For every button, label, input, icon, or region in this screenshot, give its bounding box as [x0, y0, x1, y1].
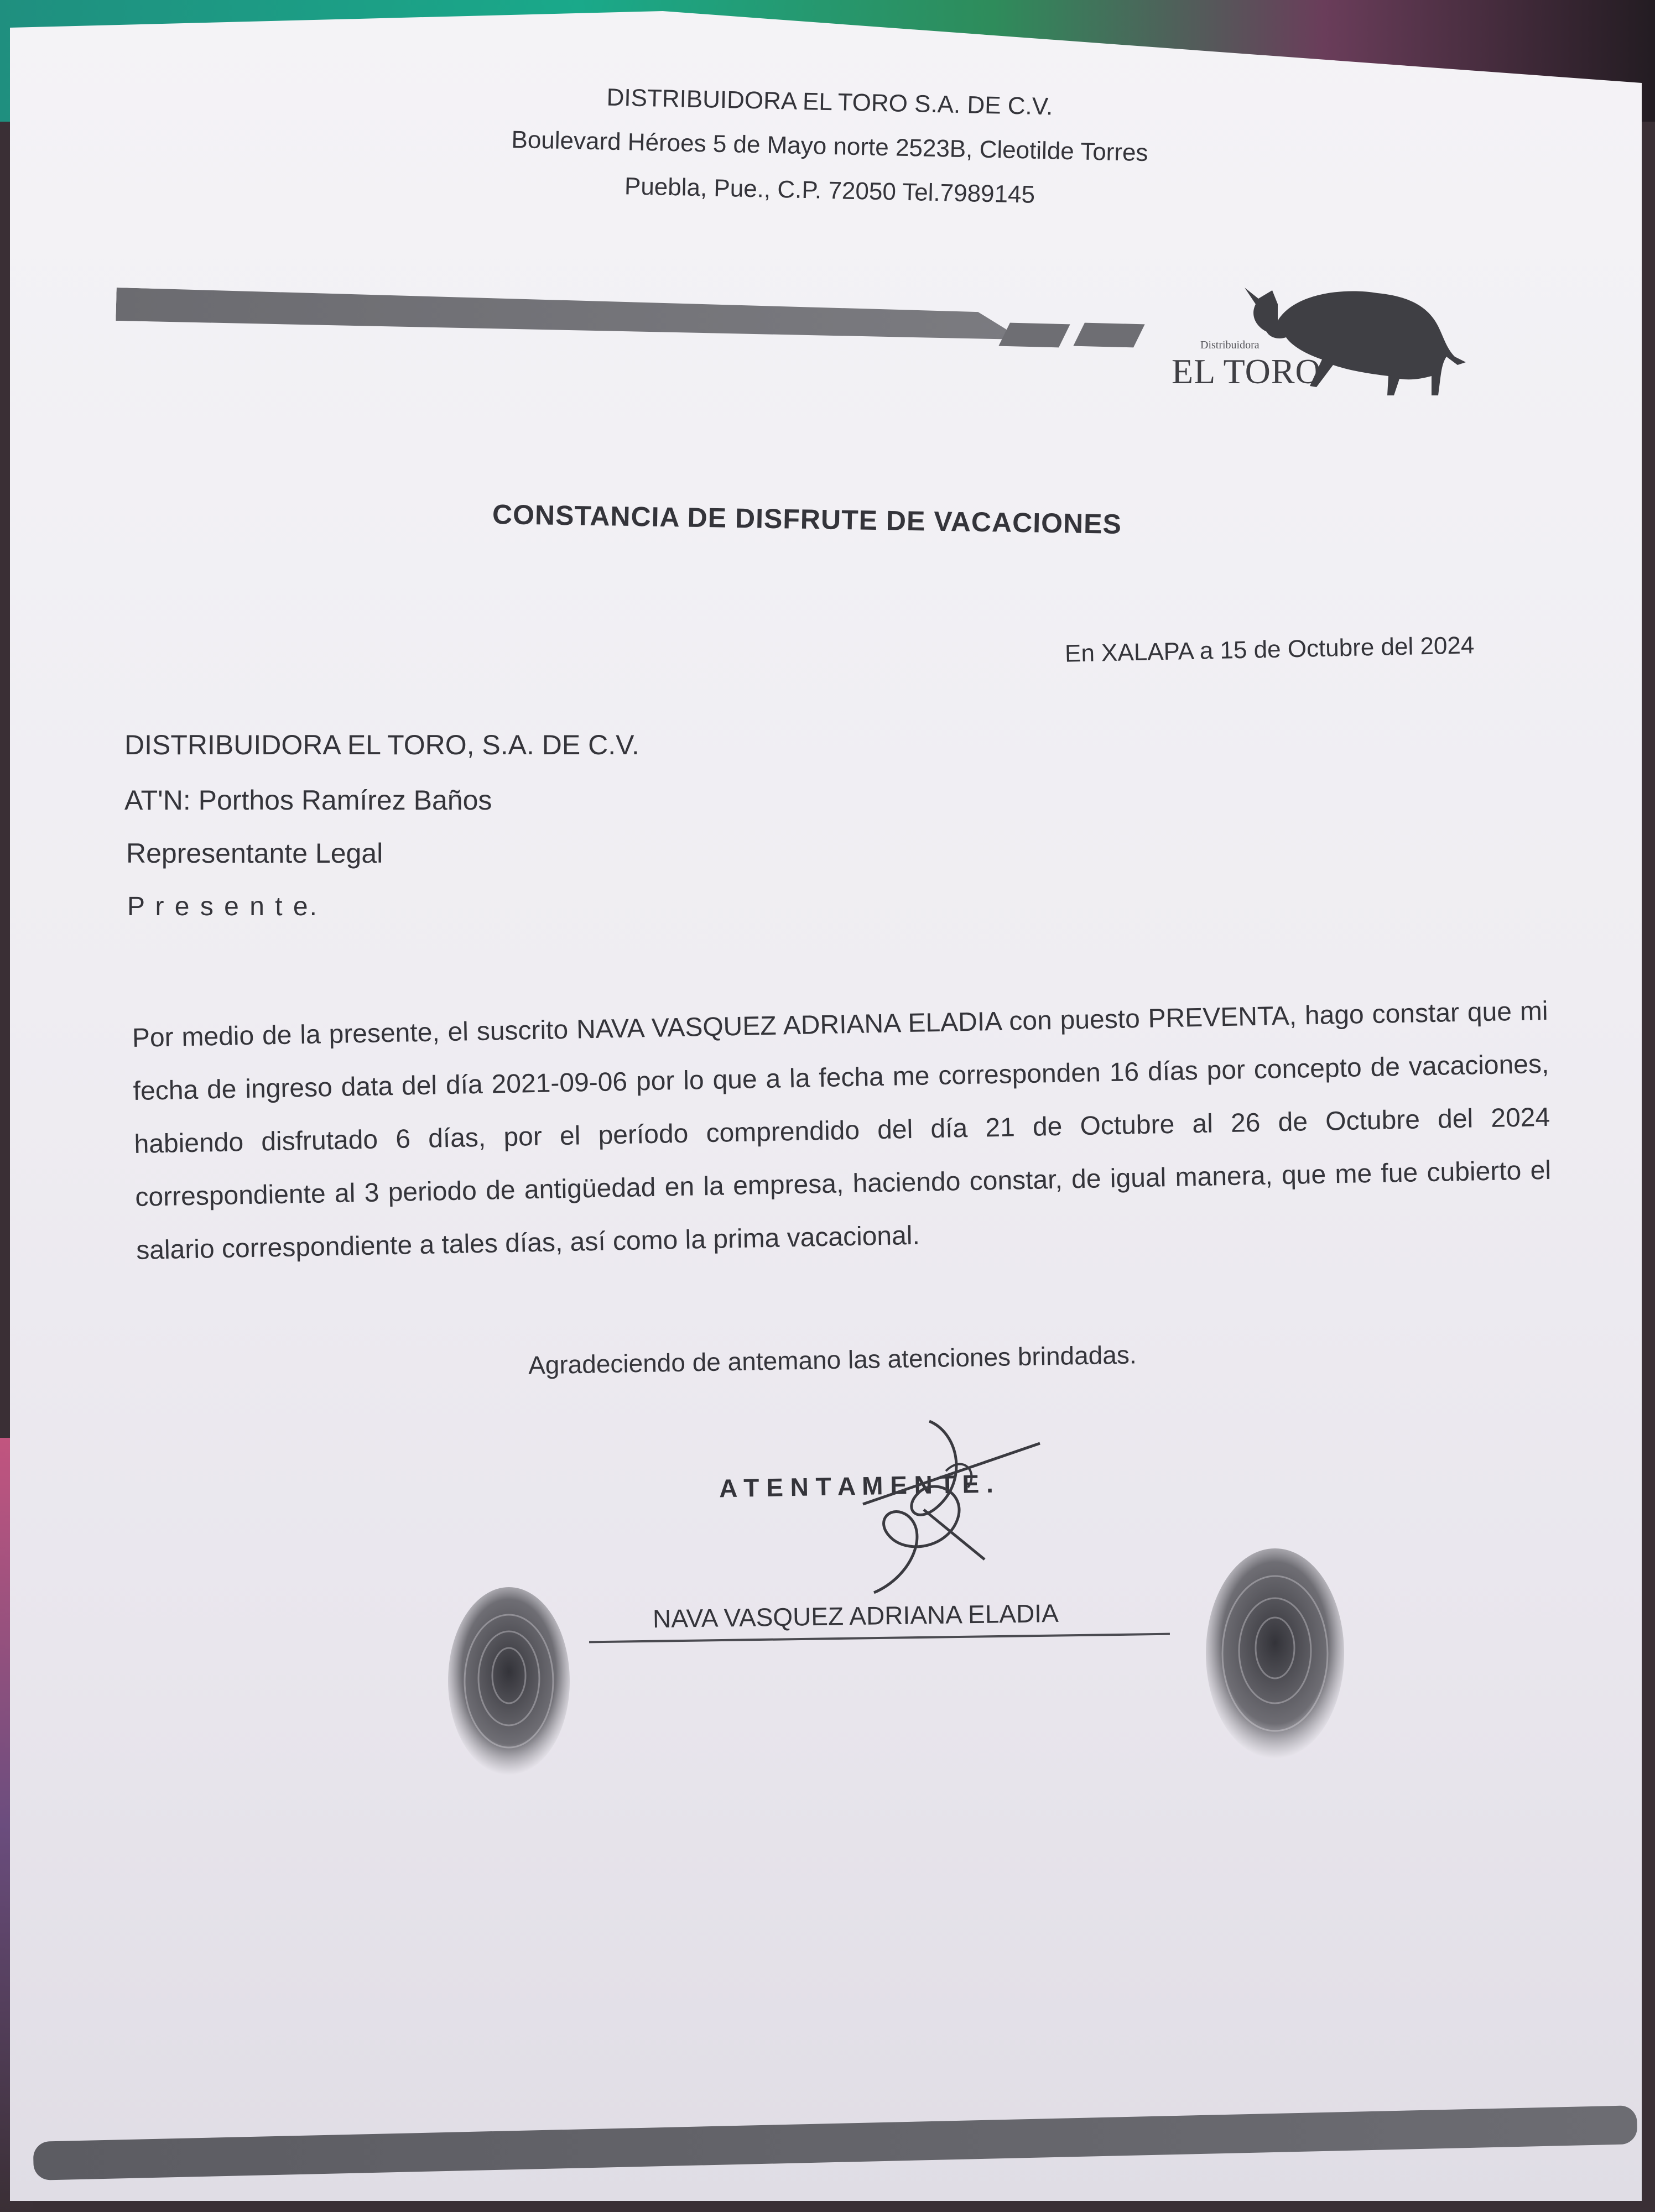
body-paragraph [132, 985, 1553, 1277]
sign-off: A T E N T A M E N T E . [719, 1469, 994, 1503]
handwritten-signature [830, 1410, 1062, 1620]
left-fingerprint [437, 1582, 581, 1786]
document-title: CONSTANCIA DE DISFRUTE DE VACACIONES [492, 499, 1122, 540]
logo-small-text: Distribuidora [1200, 339, 1260, 351]
letterhead-address-line2: Puebla, Pue., C.P. 72050 Tel.7989145 [624, 173, 1035, 208]
letterhead-company: DISTRIBUIDORA EL TORO S.A. DE C.V. [606, 84, 1053, 121]
recipient-company: DISTRIBUIDORA EL TORO, S.A. DE C.V. [124, 729, 639, 760]
right-fingerprint [1195, 1543, 1355, 1775]
recipient-role: Representante Legal [126, 838, 383, 869]
header-band-dash [998, 323, 1070, 348]
letterhead-address-line1: Boulevard Héroes 5 de Mayo norte 2523B, Cleotilde Torres [511, 126, 1148, 167]
header-band-dash [1073, 323, 1144, 348]
recipient-attention: AT'N: Porthos Ramírez Baños [124, 785, 492, 816]
logo-brand: EL TORO [1172, 352, 1321, 391]
signer-name: NAVA VASQUEZ ADRIANA ELADIA [652, 1598, 1059, 1634]
closing-line: Agradeciendo de antemano las atenciones brindadas. [528, 1340, 1137, 1380]
body-text: Por medio de la presente, el suscrito NAVA VASQUEZ ADRIANA ELADIA con puesto PREVENTA, hago constar que mi fecha de ingreso data del día 2021-09-06 por lo que a la fecha me corresponden 16 días por concepto de vacaciones, habiendo disfrutado 6 días, por el período comprendido del día 21 de Octubre al 26 de Octubre del 2024 correspondiente al 3 periodo de antigüedad en la empresa, haciendo constar, de igual manera, que me fue cubierto el salario correspondiente a tales días, así como la prima vacacional. [132, 996, 1552, 1265]
recipient-greeting: P r e s e n t e. [127, 892, 319, 921]
place-date: En XALAPA a 15 de Octubre del 2024 [1064, 632, 1475, 667]
el-toro-logo [1167, 238, 1477, 415]
